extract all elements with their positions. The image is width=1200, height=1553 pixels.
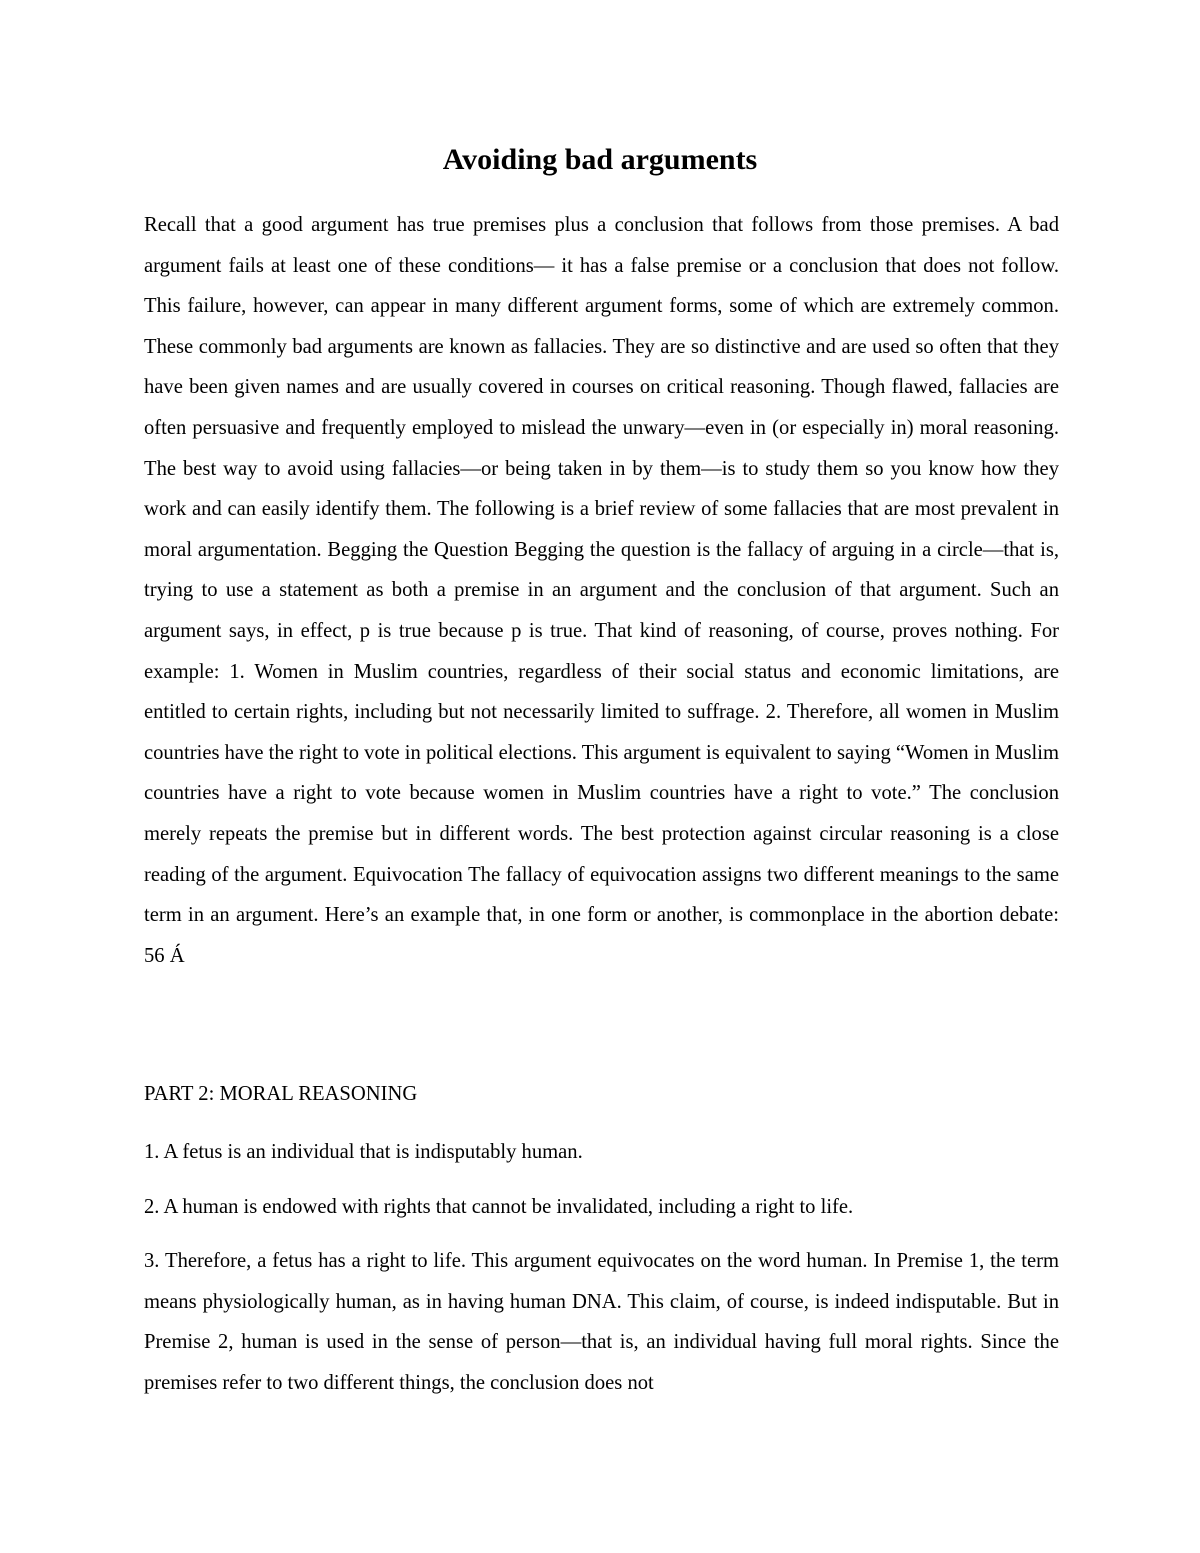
body-paragraph: Recall that a good argument has true premises plus a conclusion that follows from those premises. A bad argument fails at least one of these conditions— it has a false premise or a conclusion that does not follow. This failure, however, can appear in many different argument forms, some of which are extremely common. These commonly bad arguments are known as fallacies. They are so distinctive and are used so often that they have been given names and are usually covered in courses on critical reasoning. Though flawed, fallacies are often persuasive and frequently employed to mislead the unwary—even in (or especially in) moral reasoning. The best way to avoid using fallacies—or being taken in by them—is to study them so you know how they work and can easily identify them. The following is a brief review of some fallacies that are most prevalent in moral argumentation. Begging the Question Begging the question is the fallacy of arguing in a circle—that is, trying to use a statement as both a premise in an argument and the conclusion of that argument. Such an argument says, in effect, p is true because p is true. That kind of reasoning, of course, proves nothing. For example: 1. Women in Muslim countries, regardless of their social status and economic limitations, are entitled to certain rights, including but not necessarily limited to suffrage. 2. Therefore, all women in Muslim countries have the right to vote in political elections. This argument is equivalent to saying “Women in Muslim countries have a right to vote because women in Muslim countries have a right to vote.” The conclusion merely repeats the premise but in different words. The best protection against circular reasoning is a close reading of the argument. Equivocation The fallacy of equivocation assigns two different meanings to the same term in an argument. Here’s an example that, in one form or another, is commonplace in the abortion debate: 56 Á xyxy=(144,214,1059,967)
section-heading: PART 2: MORAL REASONING xyxy=(144,1083,418,1105)
premise-2: 2. A human is endowed with rights that cannot be invalidated, including a right to life. xyxy=(144,1196,854,1218)
premise-1: 1. A fetus is an individual that is indisputably human. xyxy=(144,1141,583,1163)
premise-3-paragraph: 3. Therefore, a fetus has a right to life. This argument equivocates on the word human. In Premise 1, the term means physiologically human, as in having human DNA. This claim, of course, is indeed indisputable. But in Premise 2, human is used in the sense of person—that is, an individual having full moral rights. Since the premises refer to two different things, the conclusion does not xyxy=(144,1250,1059,1394)
document-title: Avoiding bad arguments xyxy=(442,143,758,176)
